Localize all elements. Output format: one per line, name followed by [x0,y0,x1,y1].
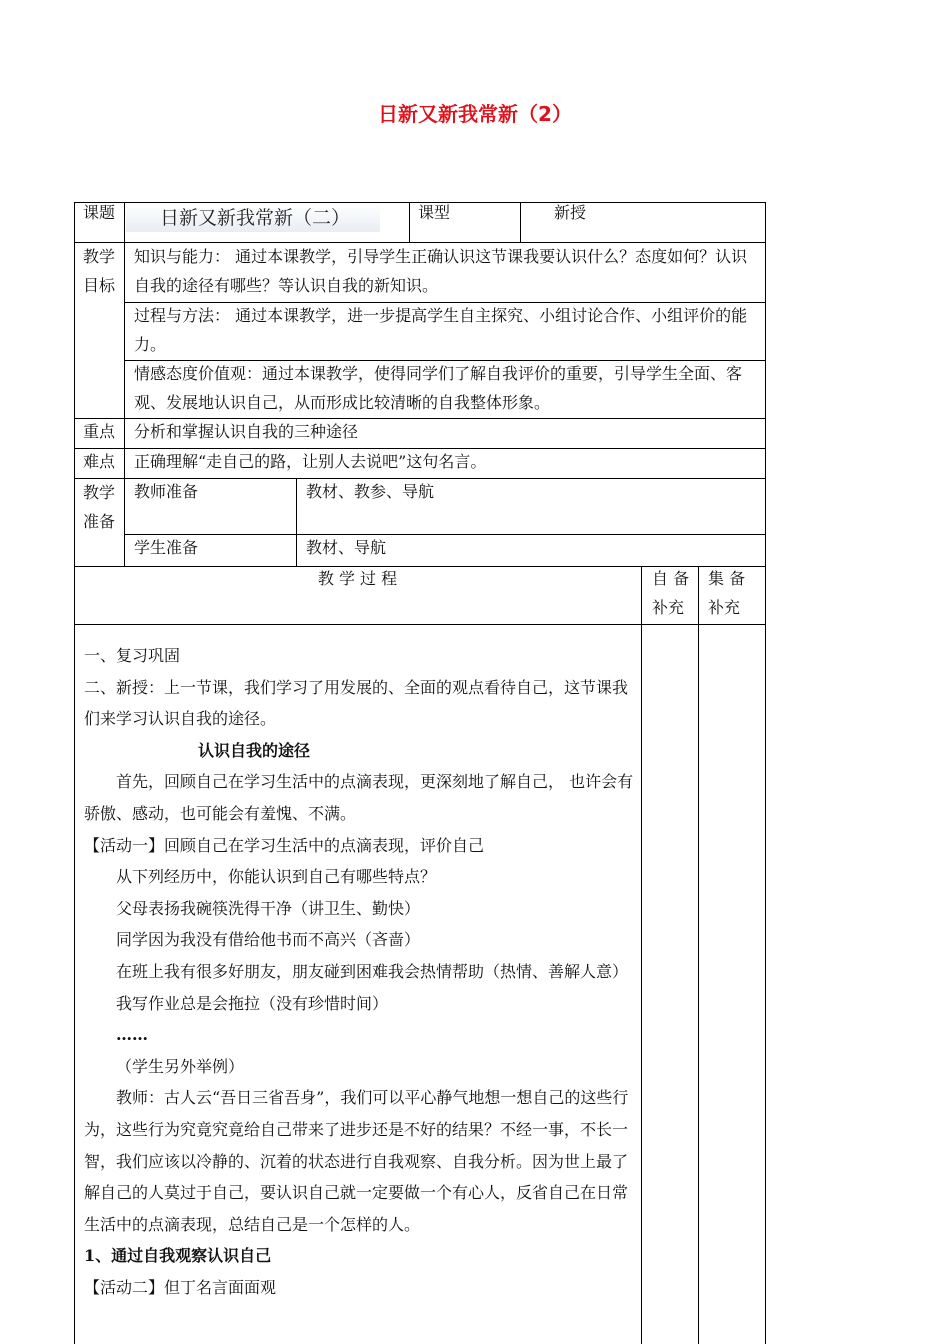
difficulty-label: 难点 [83,452,116,471]
table-rule [124,202,125,566]
teacher-prep-value: 教材、教参、导航 [306,482,435,501]
table-rule [520,202,521,242]
process-line: 从下列经历中，你能认识到自己有哪些特点？ [116,867,437,887]
table-rule [698,566,699,1344]
key-point-text: 分析和掌握认识自我的三种途径 [134,422,359,441]
self-prep-header: 自 备 补充 [652,569,690,617]
table-rule [74,624,766,625]
process-line: 在班上我有很多好朋友，朋友碰到困难我会热情帮助（热情、善解人意） [116,961,629,981]
process-line: （学生另外举例） [116,1056,245,1076]
prep-label: 教学准备 [83,483,116,531]
process-line: 教师：古人云“吾日三省吾身”，我们可以平心静气地想一想自己的这些行为，这些行为究竟究竟给自己带来了进步还是不好的结果？不经一事，不长一智，我们应该以冷静的、沉着的状态进行自我观察、自我分析。因为世上最了解自己的人莫过于自己，要认识自己就一定要做一个有心人，反省自己在日常生活中的点滴表现，总结自己是一个怎样的人。 [84,1088,629,1234]
table-rule [409,202,410,242]
student-prep-value: 教材、导航 [306,538,387,557]
table-rule [765,202,766,1344]
student-prep-label: 学生准备 [134,538,199,557]
ellipsis-line: …… [116,1025,148,1045]
process-line: 同学因为我没有借给他书而不高兴（吝啬） [116,930,421,950]
subsection-heading: 1、通过自我观察认识自己 [84,1246,272,1266]
process-line: 我写作业总是会拖拉（没有珍惜时间） [116,993,389,1013]
document-title: 日新又新我常新（2） [378,102,572,126]
type-value: 新授 [554,203,587,222]
group-prep-header: 集 备 补充 [708,569,746,617]
goal-knowledge: 知识与能力： 通过本课教学，引导学生正确认识这节课我要认识什么？态度如何？认识自我的途径有哪些？等认识自我的新知识。 [134,247,748,295]
difficulty-text: 正确理解“走自己的路，让别人去说吧”这句名言。 [134,452,487,471]
activity-heading: 【活动二】但丁名言面面观 [84,1277,277,1297]
topic-value: 日新又新我常新（二） [126,204,380,232]
process-content [84,640,636,1303]
activity-heading: 【活动一】回顾自己在学习生活中的点滴表现，评价自己 [84,835,485,855]
goal-process: 过程与方法： 通过本课教学，进一步提高学生自主探究、小组讨论合作、小组评价的能力。 [134,306,748,354]
topic-label: 课题 [83,203,116,222]
table-rule [296,478,297,566]
teacher-prep-label: 教师准备 [134,482,199,501]
section-heading: 认识自我的途径 [198,740,311,760]
process-line: 首先，回顾自己在学习生活中的点滴表现，更深刻地了解自己， 也许会有骄傲、感动，也可能会有羞愧、不满。 [84,772,634,823]
process-line: 一、复习巩固 [84,646,181,665]
key-point-label: 重点 [83,422,116,441]
table-rule [74,202,75,1344]
process-line: 二、新授：上一节课，我们学习了用发展的、全面的观点看待自己，这节课我们来学习认识自我的途径。 [84,677,629,729]
goal-emotion: 情感态度价值观：通过本课教学，使得同学们了解自我评价的重要，引导学生全面、客观、发展地认识自己，从而形成比较清晰的自我整体形象。 [134,364,743,412]
process-line: 父母表扬我碗筷洗得干净（讲卫生、勤快） [116,898,421,918]
process-header: 教 学 过 程 [317,569,398,588]
table-rule [641,566,642,1344]
goals-label: 教学目标 [83,247,116,295]
table-rule [124,534,766,535]
type-label: 课型 [418,203,451,222]
